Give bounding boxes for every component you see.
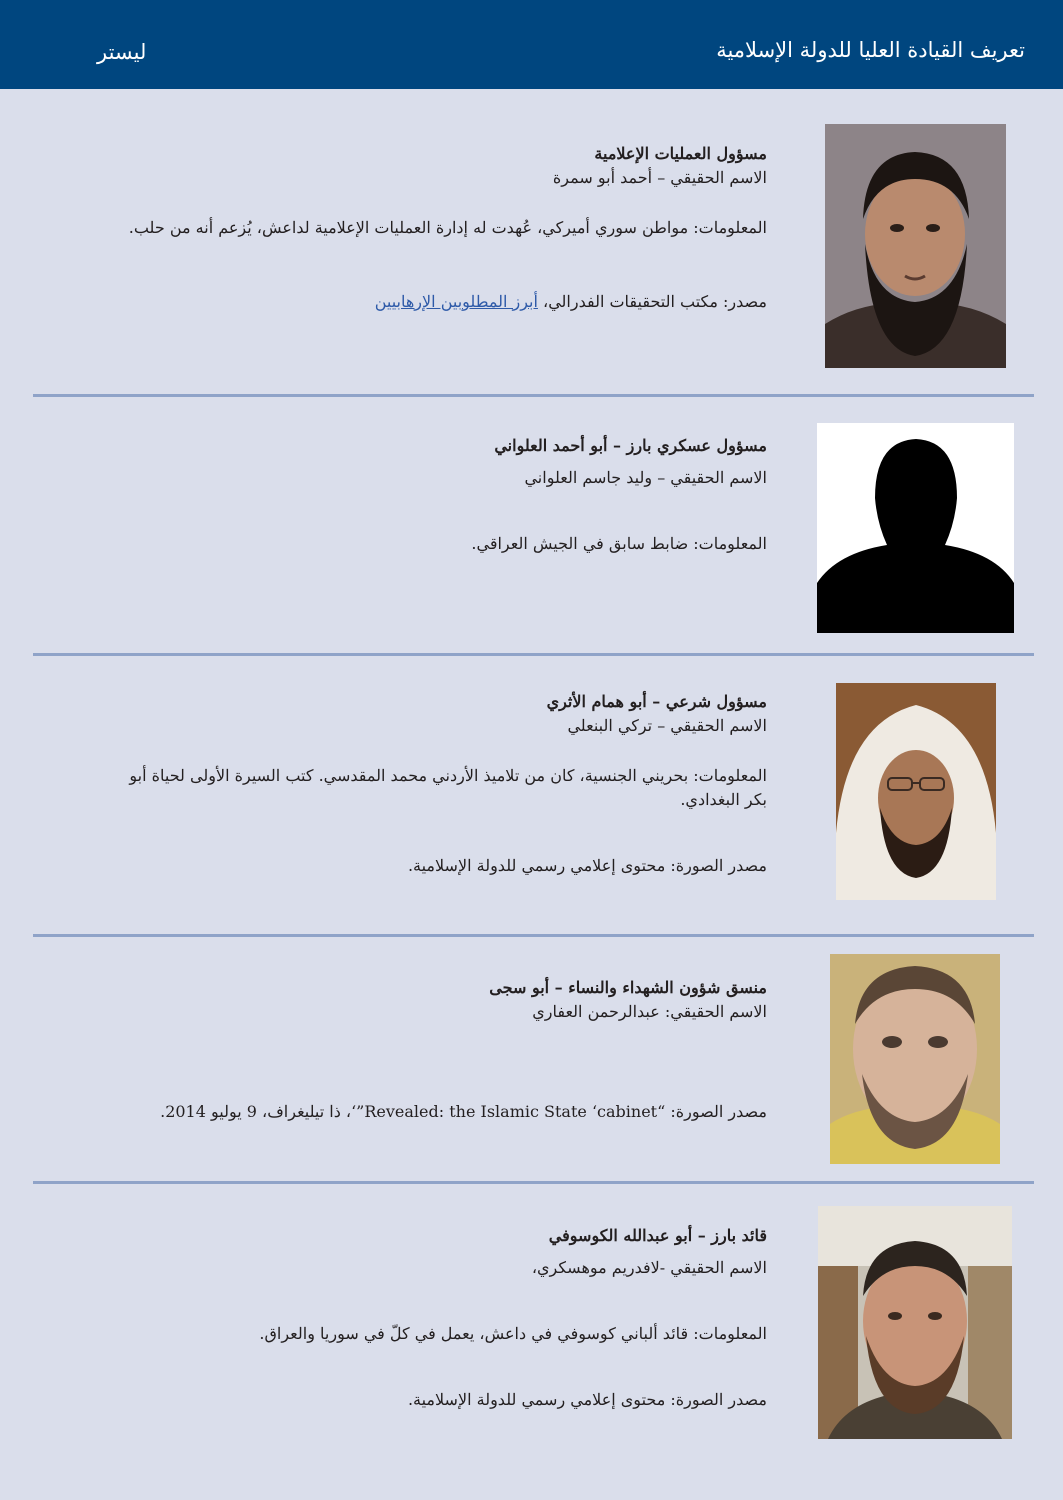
profile-info: المعلومات: مواطن سوري أميركي، عُهدت له إدارة العمليات الإعلامية لداعش، يُزعم أنه من حلب. [128, 218, 767, 237]
profile-entry [107, 1224, 767, 1412]
profile-entry [107, 690, 767, 878]
profile-real-name: الاسم الحقيقي -لافدريم موهسكري، [531, 1258, 767, 1277]
section-divider [33, 653, 1034, 656]
profile-info: المعلومات: ضابط سابق في الجيش العراقي. [471, 534, 767, 553]
profile-real-name: الاسم الحقيقي: عبدالرحمن العفاري [532, 1002, 767, 1021]
profile-source: مصدر الصورة: “Revealed: the Islamic State ‘cabinet”‘، ذا تيليغراف، 9 يوليو 2014. [160, 1102, 767, 1121]
portrait-photo [830, 954, 1000, 1164]
profile-source: مصدر الصورة: محتوى إعلامي رسمي للدولة الإسلامية. [407, 1390, 767, 1409]
profile-real-name: الاسم الحقيقي – تركي البنعلي [567, 716, 767, 735]
profile-real-name: الاسم الحقيقي – وليد جاسم العلواني [524, 468, 767, 487]
section-divider [33, 1181, 1034, 1184]
profile-title: مسؤول شرعي – أبو همام الأثري [546, 692, 767, 711]
portrait-photo [836, 683, 996, 900]
profile-entry [107, 976, 767, 1124]
profile-info: المعلومات: بحريني الجنسية، كان من تلاميذ الأردني محمد المقدسي. كتب السيرة الأولى لحياة أبو بكر البغدادي. [129, 766, 767, 809]
profile-real-name: الاسم الحقيقي – أحمد أبو سمرة [552, 168, 767, 187]
section-divider [33, 934, 1034, 937]
page-title: تعريف القيادة العليا للدولة الإسلامية [716, 38, 1025, 62]
profile-source [107, 290, 767, 314]
profile-entry [107, 142, 767, 314]
profile-source: مصدر الصورة: محتوى إعلامي رسمي للدولة الإسلامية. [407, 856, 767, 875]
silhouette-placeholder-icon [817, 423, 1014, 633]
profile-title: قائد بارز – أبو عبدالله الكوسوفي [548, 1226, 767, 1245]
section-divider [33, 394, 1034, 397]
profile-info: المعلومات: قائد ألباني كوسوفي في داعش، يعمل في كلّ في سوريا والعراق. [259, 1324, 767, 1343]
profile-title: منسق شؤون الشهداء والنساء – أبو سجى [489, 978, 767, 997]
profile-title: مسؤول عسكري بارز – أبو أحمد العلواني [494, 436, 767, 455]
profile-source-text: مصدر: مكتب التحقيقات الفدرالي، [543, 292, 767, 311]
organization-name: ليستر [97, 40, 147, 64]
portrait-photo [818, 1206, 1012, 1439]
portrait-photo [825, 124, 1006, 368]
profile-title: مسؤول العمليات الإعلامية [594, 144, 767, 163]
most-wanted-terrorists-link[interactable]: أبرز المطلوبين الإرهابيين [374, 292, 538, 311]
profile-entry [107, 434, 767, 556]
page-header [0, 0, 1063, 89]
